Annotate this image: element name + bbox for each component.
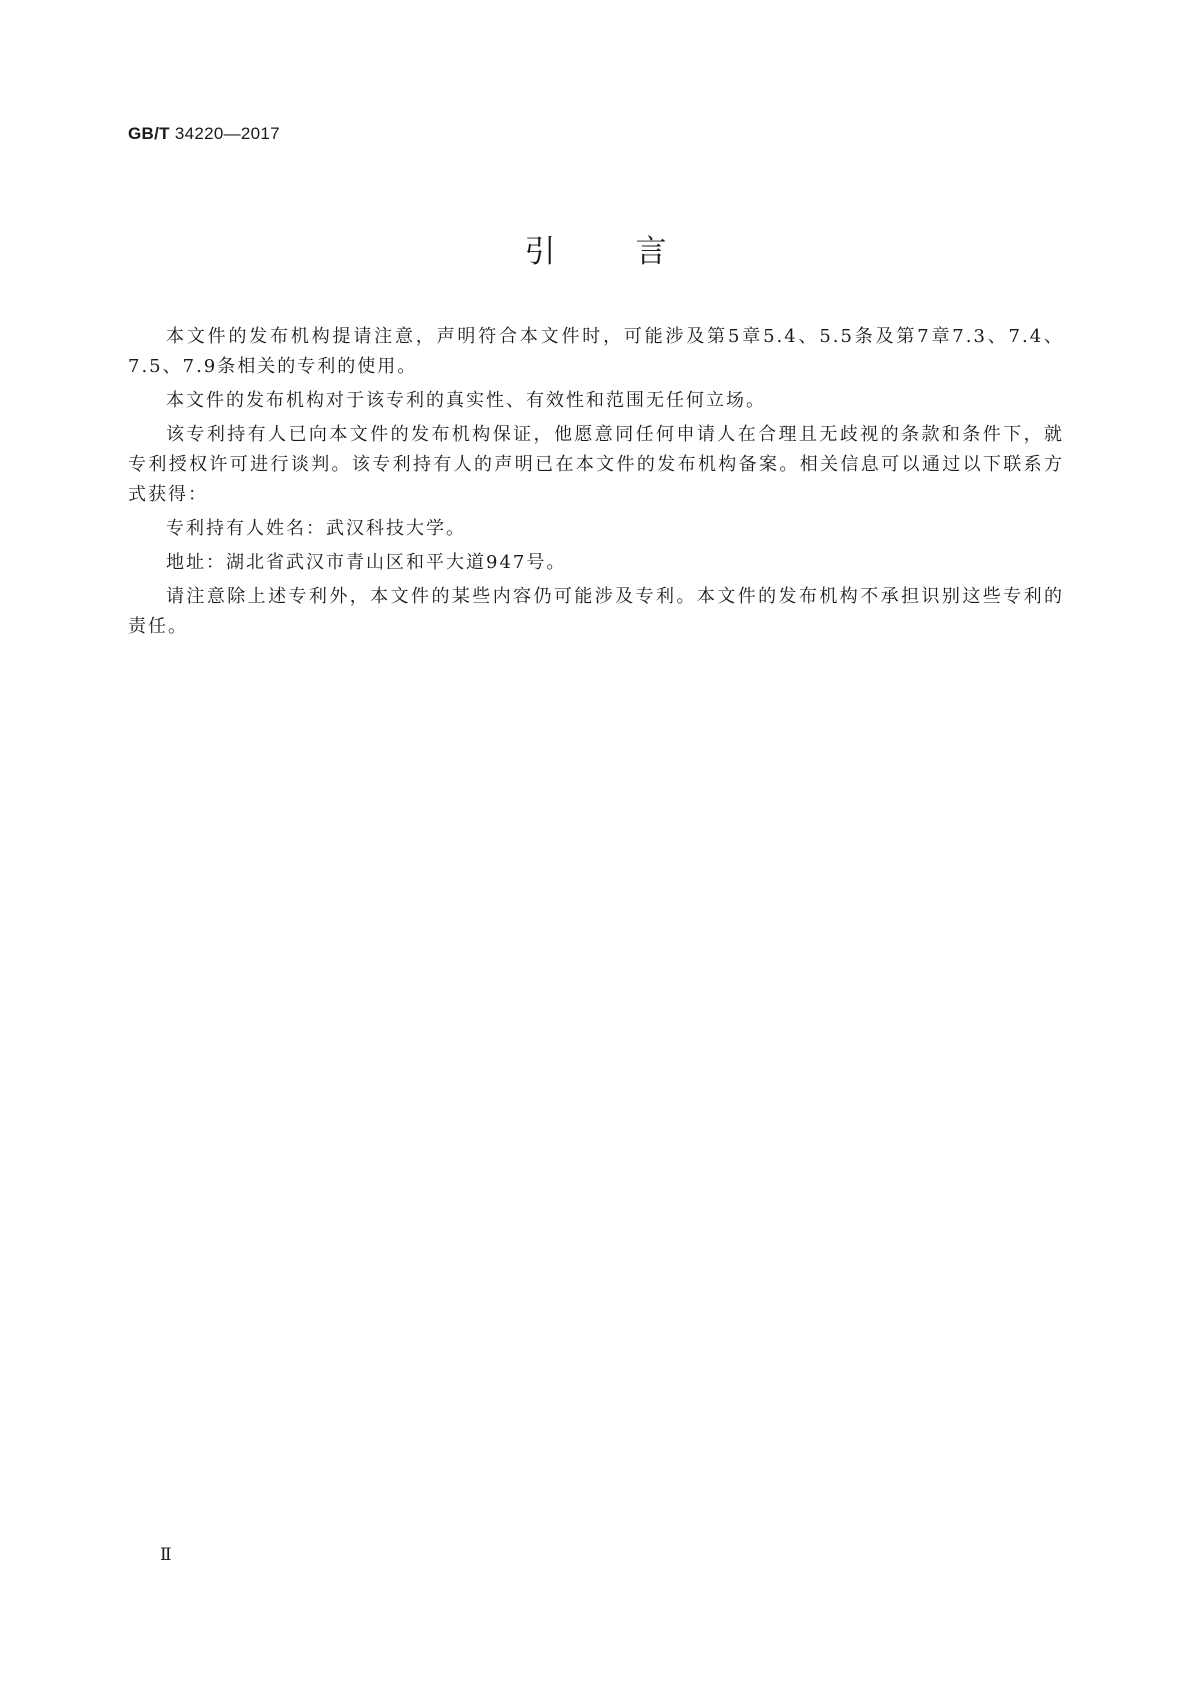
standard-code <box>128 124 280 144</box>
paragraph-holder-address: 地址：湖北省武汉市青山区和平大道947号。 <box>166 552 567 573</box>
page-title: 引言 <box>524 234 747 270</box>
document-body <box>128 322 1064 646</box>
paragraph-patent-notice: 本文件的发布机构提请注意，声明符合本文件时，可能涉及第5章5.4、5.5条及第7章7.3、7.4、7.5、7.9条相关的专利的使用。 <box>128 326 1064 377</box>
paragraph-no-position: 本文件的发布机构对于该专利的真实性、有效性和范围无任何立场。 <box>166 390 766 411</box>
paragraph-holder-name: 专利持有人姓名：武汉科技大学。 <box>166 518 466 539</box>
page-number: Ⅱ <box>160 1545 172 1564</box>
standard-code-prefix: GB/T <box>128 124 170 143</box>
paragraph-other-patents: 请注意除上述专利外，本文件的某些内容仍可能涉及专利。本文件的发布机构不承担识别这些专利的责任。 <box>128 586 1064 637</box>
standard-code-number: 34220—2017 <box>174 124 280 143</box>
paragraph-holder-guarantee: 该专利持有人已向本文件的发布机构保证，他愿意同任何申请人在合理且无歧视的条款和条件下，就专利授权许可进行谈判。该专利持有人的声明已在本文件的发布机构备案。相关信息可以通过以下联系方式获得： <box>128 424 1064 505</box>
